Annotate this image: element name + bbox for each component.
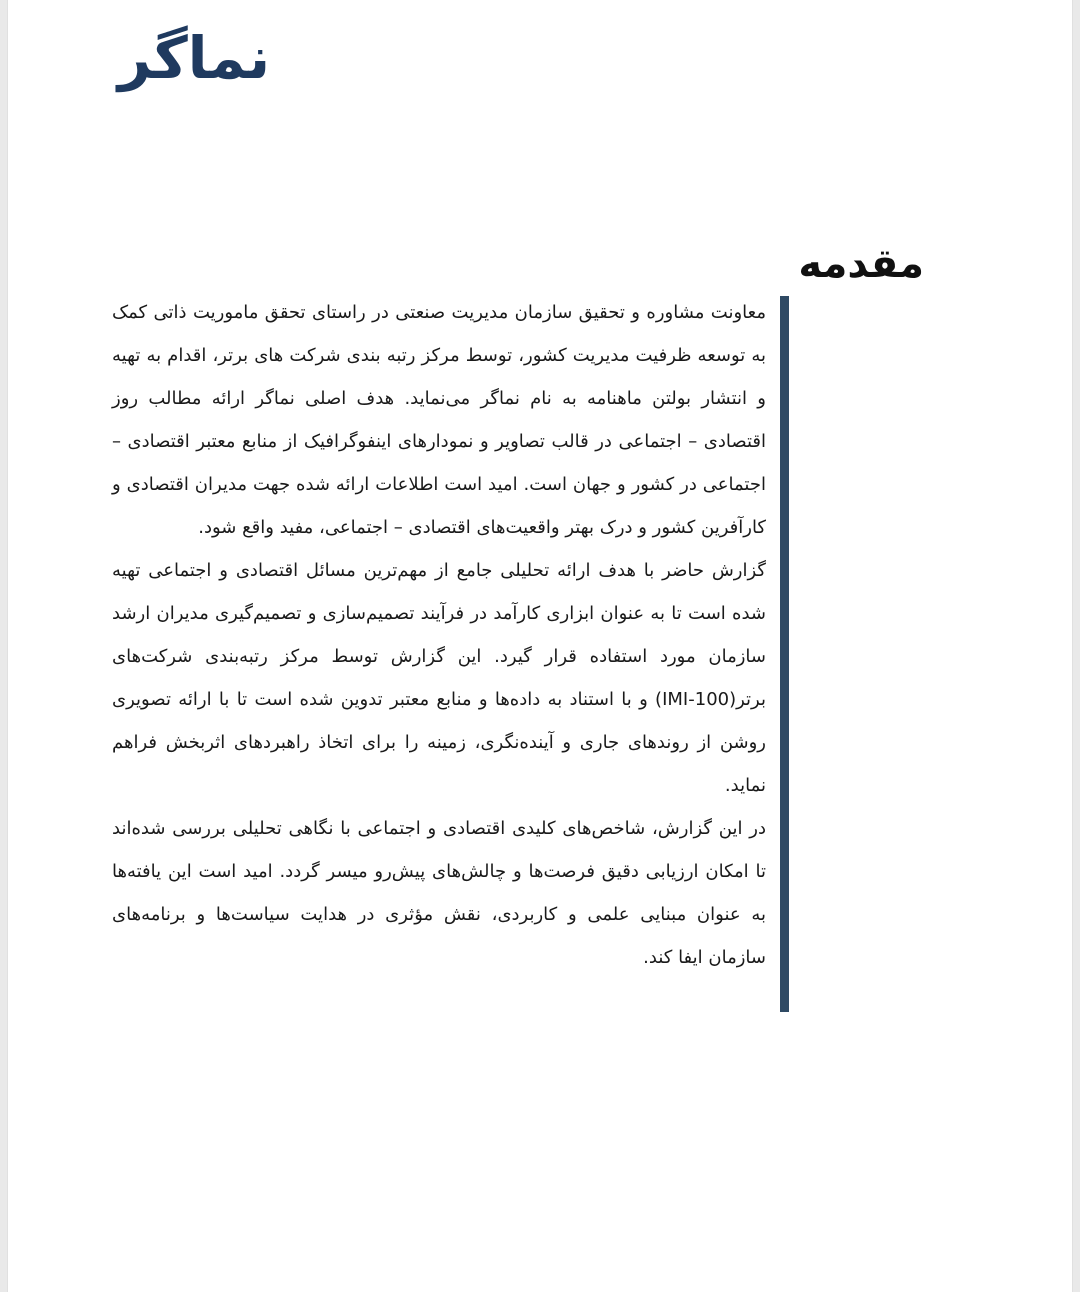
paragraph-intro: معاونت مشاوره و تحقیق سازمان مدیریت صنعتی در راستای تحقق ماموریت ذاتی کمک به توسعه ظرفیت مدیریت کشور، توسط مرکز رتبه بندی شرکت های برتر، اقدام به تهیه و انتشار بولتن ماهنامه به نام نماگر می‌نماید. هدف اصلی نماگر ارائه مطالب روز اقتصادی – اجتماعی در قالب تصاویر و نمودارهای اینفوگرافیک از منابع معتبر اقتصادی – اجتماعی در کشور و جهان است. امید است اطلاعات ارائه شده جهت مدیران اقتصادی و کارآفرین کشور و درک بهتر واقعیت‌های اقتصادی – اجتماعی، مفید واقع شود. [112, 302, 766, 538]
paragraph-conclusion: در این گزارش، شاخص‌های کلیدی اقتصادی و اجتماعی با نگاهی تحلیلی بررسی شده‌اند تا امکان ارزیابی دقیق فرصت‌ها و چالش‌های پیش‌رو میسر گردد. امید است این یافته‌ها به عنوان مبنایی علمی و کاربردی، نقش مؤثری در هدایت سیاست‌ها و برنامه‌های سازمان ایفا کند. [112, 818, 766, 968]
paragraph-report-purpose: گزارش حاضر با هدف ارائه تحلیلی جامع از مهم‌ترین مسائل اقتصادی و اجتماعی تهیه شده است تا به عنوان ابزاری کارآمد در فرآیند تصمیم‌سازی و تصمیم‌گیری مدیران ارشد سازمان مورد استفاده قرار گیرد. این گزارش توسط مرکز رتبه‌بندی شرکت‌های برتر(IMI-100) و با استناد به داده‌ها و منابع معتبر تدوین شده است تا با ارائه تصویری روشن از روندهای جاری و آینده‌نگری، زمینه را برای اتخاذ راهبردهای اثربخش فراهم نماید. [112, 560, 766, 796]
body-text [112, 291, 766, 979]
brand-logo: نماگر [117, 24, 271, 92]
accent-bar [780, 296, 789, 1012]
document-page [8, 0, 1072, 1292]
page-title: مقدمه [798, 241, 924, 287]
